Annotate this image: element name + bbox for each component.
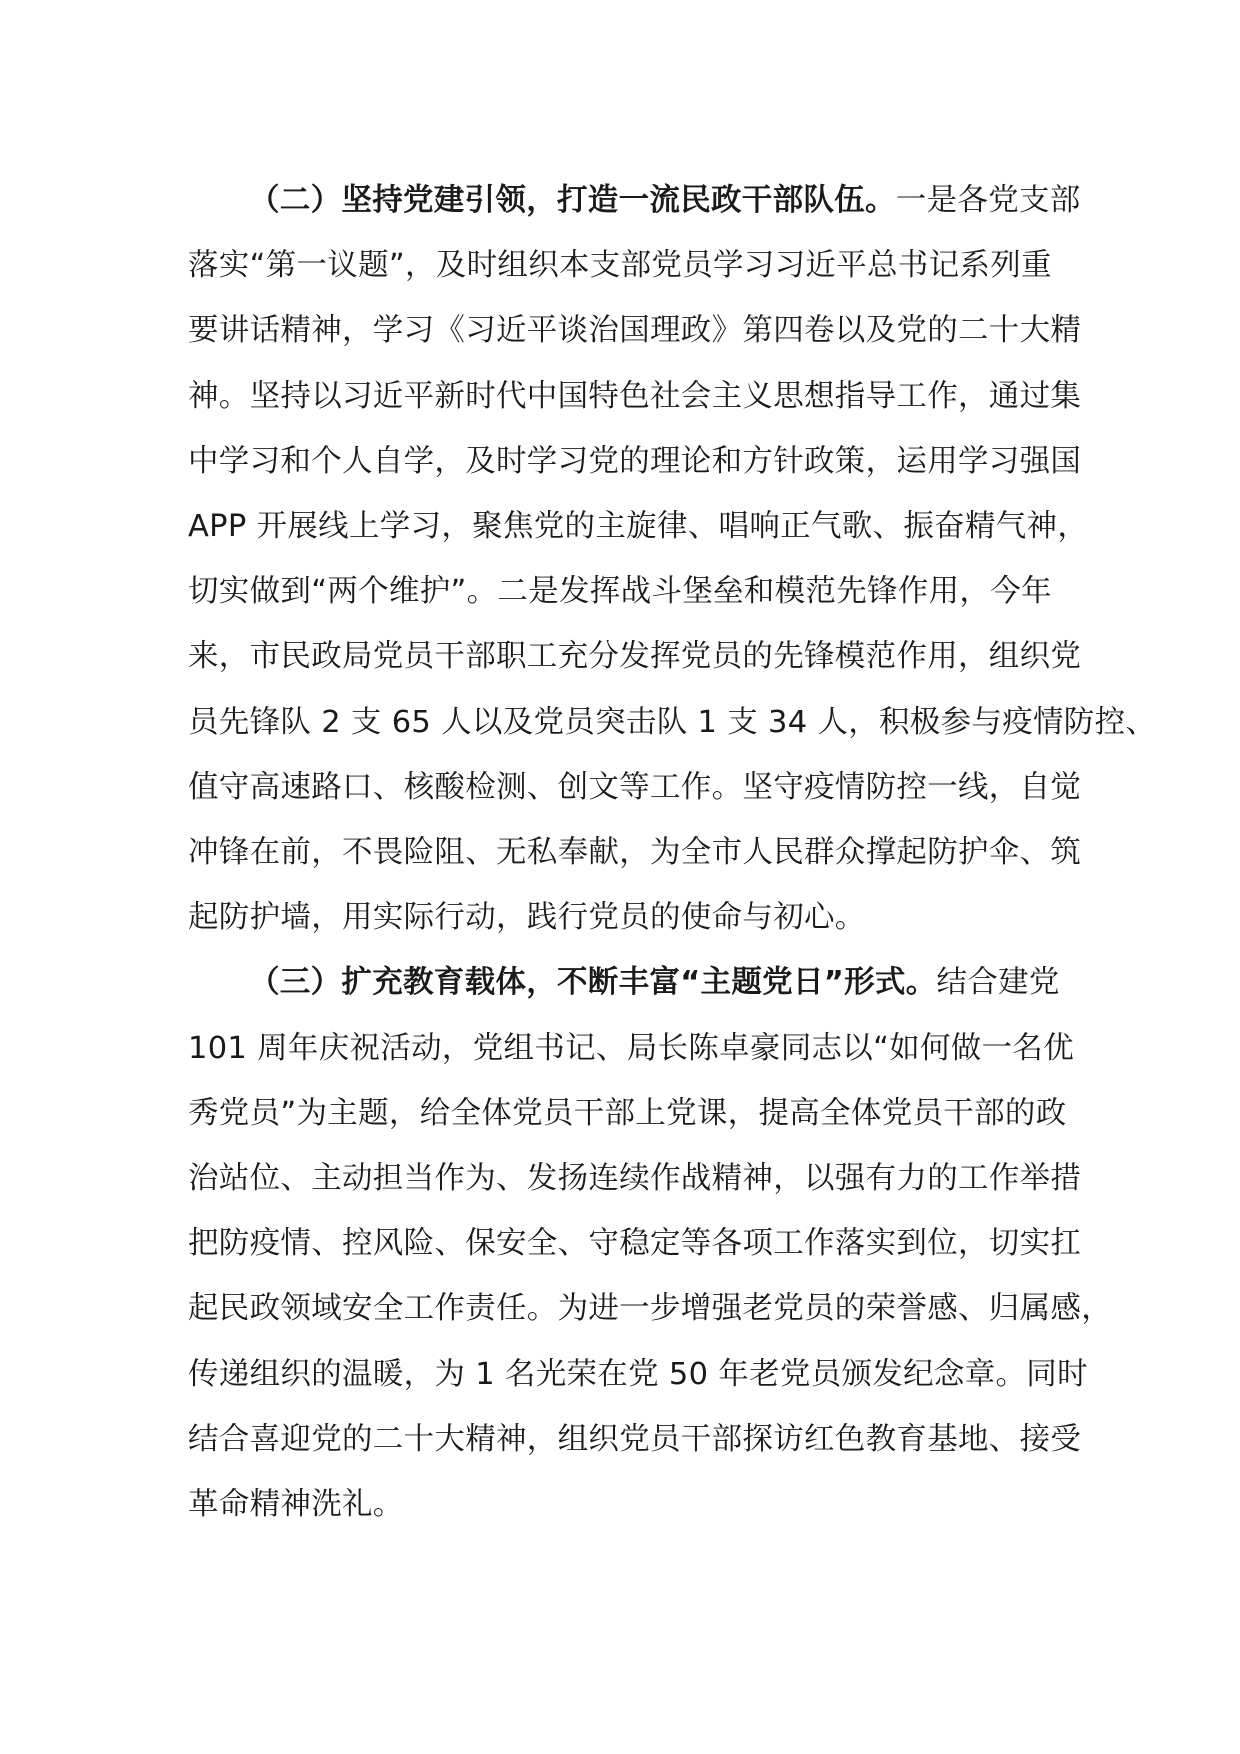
- paragraph-line: 秀党员”为主题，给全体党员干部上党课，提高全体党员干部的政: [188, 1095, 1067, 1131]
- section-2-first-line: [188, 168, 1081, 233]
- paragraph-line: 起防护墙，用实际行动，践行党员的使命与初心。: [188, 900, 866, 936]
- section-3-paragraph: [188, 950, 1112, 1537]
- paragraph-line: 神。坚持以习近平新时代中国特色社会主义思想指导工作，通过集: [188, 378, 1082, 414]
- paragraph-line: 员先锋队 2 支 65 人以及党员突击队 1 支 34 人，积极参与疫情防控、: [188, 704, 1157, 740]
- section-2-paragraph: [188, 168, 1157, 950]
- section-3-first-line: [188, 950, 1068, 1015]
- paragraph-line: 落实“第一议题”，及时组织本支部党员学习习近平总书记系列重: [188, 248, 1052, 284]
- paragraph-line: 治站位、主动担当作为、发扬连续作战精神，以强有力的工作举措: [188, 1161, 1082, 1197]
- paragraph-line: 值守高速路口、核酸检测、创文等工作。坚守疫情防控一线，自觉: [188, 769, 1082, 805]
- paragraph-line: 来，市民政局党员干部职工充分发挥党员的先锋模范作用，组织党: [188, 639, 1082, 675]
- section-3-heading: （三）扩充教育载体，不断丰富“主题党日”形式。: [249, 965, 937, 1001]
- paragraph-line: 一是各党支部: [895, 183, 1081, 218]
- paragraph-line: 革命精神洗礼。: [188, 1487, 404, 1523]
- paragraph-line: 传递组织的温暖，为 1 名光荣在党 50 年老党员颁发纪念章。同时: [188, 1356, 1088, 1392]
- paragraph-line: 结合建党: [936, 965, 1060, 1001]
- paragraph-line: 切实做到“两个维护”。二是发挥战斗堡垒和模范先锋作用，今年: [188, 574, 1052, 610]
- paragraph-line: 101 周年庆祝活动，党组书记、局长陈卓豪同志以“如何做一名优: [188, 1030, 1075, 1066]
- paragraph-line: APP 开展线上学习，聚焦党的主旋律、唱响正气歌、振奋精气神，: [188, 509, 1089, 545]
- paragraph-line: 冲锋在前，不畏险阻、无私奉献，为全市人民群众撑起防护伞、筑: [188, 835, 1082, 871]
- paragraph-line: 结合喜迎党的二十大精神，组织党员干部探访红色教育基地、接受: [188, 1421, 1082, 1457]
- paragraph-line: 中学习和个人自学，及时学习党的理论和方针政策，运用学习强国: [188, 443, 1082, 479]
- paragraph-line: 起民政领域安全工作责任。为进一步增强老党员的荣誉感、归属感，: [188, 1291, 1112, 1327]
- section-2-heading: （二）坚持党建引领，打造一流民政干部队伍。: [249, 183, 896, 218]
- paragraph-line: 把防疫情、控风险、保安全、守稳定等各项工作落实到位，切实扛: [188, 1226, 1082, 1262]
- paragraph-line: 要讲话精神，学习《习近平谈治国理政》第四卷以及党的二十大精: [188, 313, 1082, 349]
- document-body: [188, 168, 1157, 1537]
